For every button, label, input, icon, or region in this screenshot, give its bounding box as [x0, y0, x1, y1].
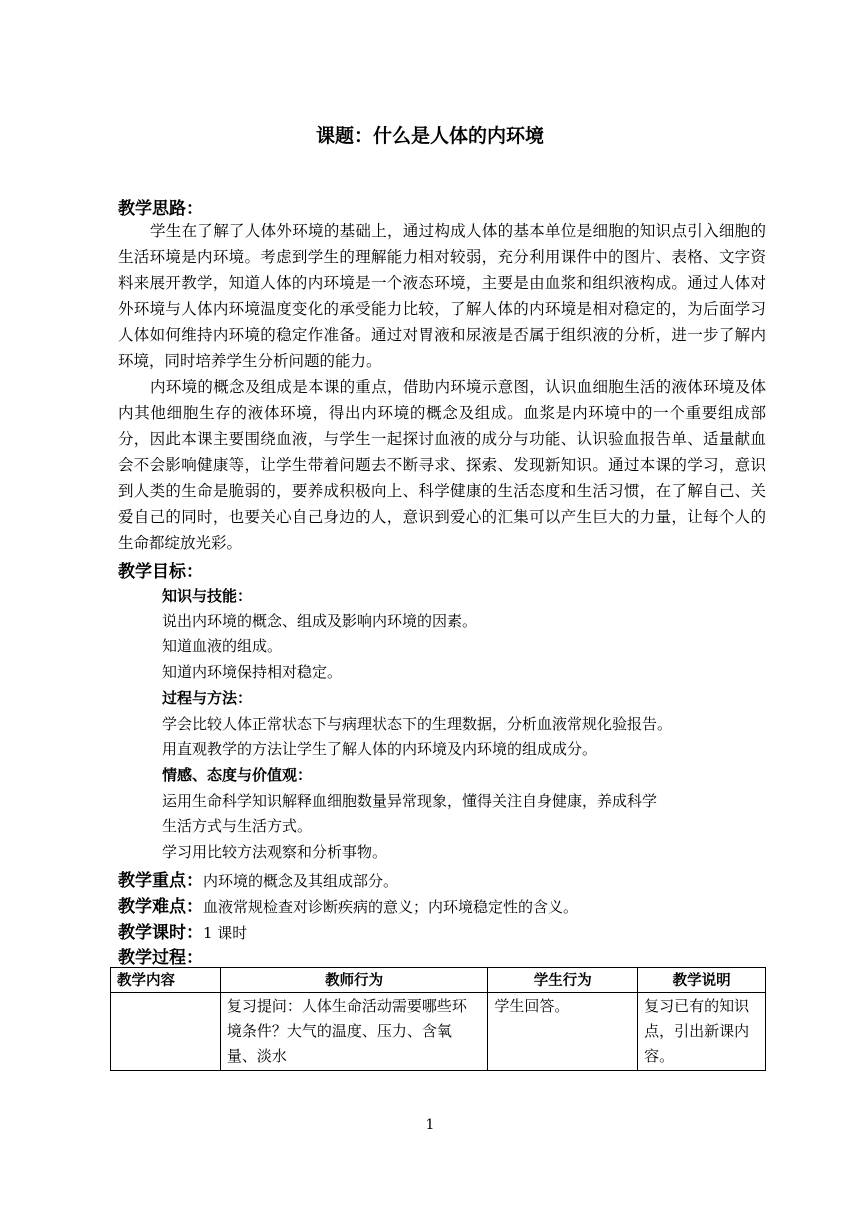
table-header-row [111, 968, 766, 993]
teaching-hours [118, 918, 247, 943]
goal-item: 学会比较人体正常状态下与病理状态下的生理数据，分析血液常规化验报告。 [162, 715, 673, 733]
cell-note: 复习已有的知识点，引出新课内容。 [638, 993, 766, 1071]
knowledge-skills-label: 知识与技能： [162, 587, 253, 605]
page-number: 1 [425, 1117, 435, 1133]
difficulty-value: 血液常规检查对诊断疾病的意义；内环境稳定性的含义。 [203, 898, 579, 916]
teaching-goals-heading: 教学目标： [118, 562, 203, 582]
goal-item: 说出内环境的概念、组成及影响内环境的因素。 [162, 612, 478, 630]
goal-item: 知道内环境保持相对稳定。 [162, 663, 343, 681]
column-header-note: 教学说明 [638, 968, 766, 993]
goal-item: 知道血液的组成。 [162, 637, 283, 655]
emotion-values-label: 情感、态度与价值观： [162, 766, 313, 784]
teaching-thinking-heading: 教学思路： [118, 199, 203, 219]
goal-item: 运用生命科学知识解释血细胞数量异常现象，懂得关注自身健康，养成科学 [162, 792, 658, 810]
thinking-paragraph-1: 学生在了解了人体外环境的基础上，通过构成人体的基本单位是细胞的知识点引入细胞的生活环境是内环境。考虑到学生的理解能力相对较弱，充分利用课件中的图片、表格、文字资料来展开教学，知道人体的内环境是一个液态环境，主要是由血浆和组织液构成。通过人体对外环境与人体内环境温度变化的承受能力比较，了解人体的内环境是相对稳定的，为后面学习人体如何维持内环境的稳定作准备。通过对胃液和尿液是否属于组织液的分析，进一步了解内环境，同时培养学生分析问题的能力。 [118, 222, 766, 370]
teaching-process-table [110, 967, 766, 1071]
cell-teacher: 复习提问：人体生命活动需要哪些环境条件？大气的温度、压力、含氧量、淡水 [220, 993, 488, 1071]
thinking-paragraph-2: 内环境的概念及组成是本课的重点，借助内环境示意图，认识血细胞生活的液体环境及体内其他细胞生存的液体环境，得出内环境的概念及组成。血浆是内环境中的一个重要组成部分，因此本课主要围绕血液，与学生一起探讨血液的成分与功能、认识验血报告单、适量献血会不会影响健康等，让学生带着问题去不断寻求、探索、发现新知识。通过本课的学习，意识到人类的生命是脆弱的，要养成积极向上、科学健康的生活态度和生活习惯，在了解自己、关爱自己的同时，也要关心自己身边的人，意识到爱心的汇集可以产生巨大的力量，让每个人的生命都绽放光彩。 [118, 378, 766, 552]
cell-student: 学生回答。 [488, 993, 638, 1071]
key-point-value: 内环境的概念及其组成部分。 [203, 872, 399, 890]
teaching-difficulty [118, 892, 578, 917]
lesson-title: 课题：什么是人体的内环境 [315, 125, 544, 147]
teaching-process-heading: 教学过程： [118, 948, 203, 968]
process-method-label: 过程与方法： [162, 689, 253, 707]
column-header-teacher: 教师行为 [220, 968, 488, 993]
hours-value: 1 课时 [203, 924, 248, 942]
difficulty-label: 教学难点： [118, 897, 203, 917]
goal-item: 学习用比较方法观察和分析事物。 [162, 843, 388, 861]
goal-item: 生活方式与生活方式。 [162, 817, 313, 835]
teaching-key-point [118, 866, 398, 891]
cell-content [111, 993, 221, 1071]
key-point-label: 教学重点： [118, 871, 203, 891]
column-header-content: 教学内容 [111, 968, 221, 993]
table-row [111, 993, 766, 1071]
goal-item: 用直观教学的方法让学生了解人体的内环境及内环境的组成成分。 [162, 740, 598, 758]
column-header-student: 学生行为 [488, 968, 638, 993]
hours-label: 教学课时： [118, 923, 203, 943]
